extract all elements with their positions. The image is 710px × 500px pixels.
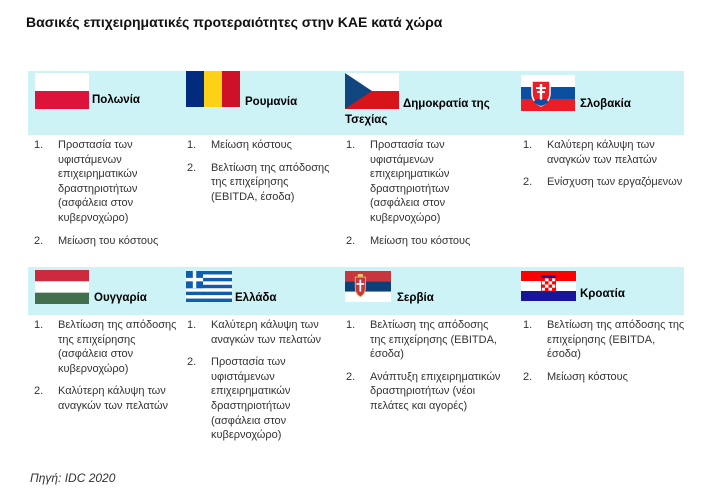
country-name-romania: Ρουμανία (245, 96, 298, 108)
list-item (346, 234, 486, 249)
list-item (523, 138, 683, 167)
list-item (187, 161, 332, 205)
list-item-text: Καλύτερη κάλυψη των αναγκών των πελατών (211, 319, 322, 346)
greece-flag-icon (186, 271, 232, 302)
list-item-number: 2. (346, 234, 356, 247)
list-item-text: Προστασία των υφιστάμενων επιχειρηματικών δραστηριοτήτων (ασφάλεια στον κυβερνοχώρο) (370, 139, 450, 224)
list-item-text: Μείωση κόστους (211, 139, 292, 151)
list-item (523, 370, 685, 385)
poland-flag-icon (35, 73, 89, 109)
serbia-flag-icon (345, 271, 391, 302)
country-name-slovakia: Σλοβακία (580, 98, 631, 110)
list-item-number: 1. (187, 139, 197, 151)
romania-flag-icon (186, 71, 240, 107)
list-item-text: Προστασία των υφιστάμενων επιχειρηματικών δραστηριοτήτων (ασφάλεια στον κυβερνοχώρο) (211, 356, 291, 442)
list-item-text: Μείωση του κόστους (370, 234, 471, 247)
list-item-text: Βελτίωση της απόδοσης της επιχείρησης (EBITDA, έσοδα) (211, 161, 330, 203)
list-item-number: 1. (523, 139, 533, 151)
list-item-number: 2. (346, 370, 356, 383)
priority-list-croatia (523, 318, 685, 392)
list-item-text: Βελτίωση της απόδοσης της επιχείρησης (ασφάλεια στον κυβερνοχώρο) (58, 319, 177, 375)
priority-list-serbia (346, 318, 506, 422)
hungary-flag-icon (35, 270, 89, 304)
priority-list-poland (34, 138, 174, 256)
list-item-text: Προστασία των υφιστάμενων επιχειρηματικών δραστηριοτήτων (ασφάλεια στον κυβερνοχώρο) (58, 139, 138, 224)
list-item-number: 1. (523, 319, 533, 331)
source-note: Πηγή: IDC 2020 (30, 471, 116, 485)
list-item-number: 1. (346, 319, 356, 331)
list-item-number: 1. (187, 319, 197, 331)
list-item-text: Καλύτερη κάλυψη των αναγκών των πελατών (58, 385, 169, 412)
country-name-hungary: Ουγγαρία (94, 292, 147, 304)
list-item (187, 318, 335, 347)
list-item (34, 384, 179, 413)
list-item-text: Μείωση κόστους (547, 370, 628, 383)
list-item-number: 2. (34, 385, 44, 398)
list-item-text: Βελτίωση της απόδοσης της επιχείρησης (EBITDA, έσοδα) (370, 319, 497, 361)
list-item (346, 318, 506, 362)
priority-list-greece (187, 318, 335, 451)
list-item-number: 2. (187, 356, 197, 369)
list-item (346, 138, 486, 226)
list-item-number: 1. (34, 139, 44, 151)
croatia-flag-icon (521, 271, 576, 301)
slovakia-flag-icon (521, 75, 575, 111)
priority-list-hungary (34, 318, 179, 422)
list-item-text: Βελτίωση της απόδοσης της επιχείρησης (EBITDA, έσοδα) (547, 319, 685, 361)
country-name-poland: Πολωνία (92, 94, 140, 106)
list-item (34, 138, 174, 226)
list-item-number: 1. (346, 139, 356, 151)
list-item (523, 318, 685, 362)
list-item-number: 2. (34, 234, 44, 247)
list-item (34, 318, 179, 376)
list-item (34, 234, 174, 249)
priority-list-romania (187, 138, 332, 212)
country-name-czech-republic: Δημοκρατία της Τσεχίας (345, 98, 490, 126)
list-item-text: Ανάπτυξη επιχειρηματικών δραστηριοτήτων (νέοι πελάτες και αγορές) (370, 370, 501, 412)
page-title: Βασικές επιχειρηματικές προτεραιότητες στην ΚΑΕ κατά χώρα (26, 14, 443, 30)
list-item-number: 1. (34, 319, 44, 331)
priority-list-slovakia (523, 138, 683, 198)
list-item (187, 355, 335, 443)
list-item-text: Ενίσχυση των εργαζόμενων (547, 176, 683, 189)
list-item (187, 138, 332, 153)
country-name-serbia: Σερβία (397, 292, 434, 304)
list-item-number: 2. (523, 176, 533, 189)
list-item (523, 175, 683, 190)
country-name-croatia: Κροατία (580, 288, 625, 300)
priority-list-czech-republic (346, 138, 486, 256)
list-item-number: 2. (187, 161, 197, 174)
list-item-text: Καλύτερη κάλυψη των αναγκών των πελατών (547, 139, 658, 166)
list-item (346, 370, 506, 414)
country-name-greece: Ελλάδα (235, 292, 277, 304)
list-item-text: Μείωση του κόστους (58, 234, 159, 247)
list-item-number: 2. (523, 370, 533, 383)
